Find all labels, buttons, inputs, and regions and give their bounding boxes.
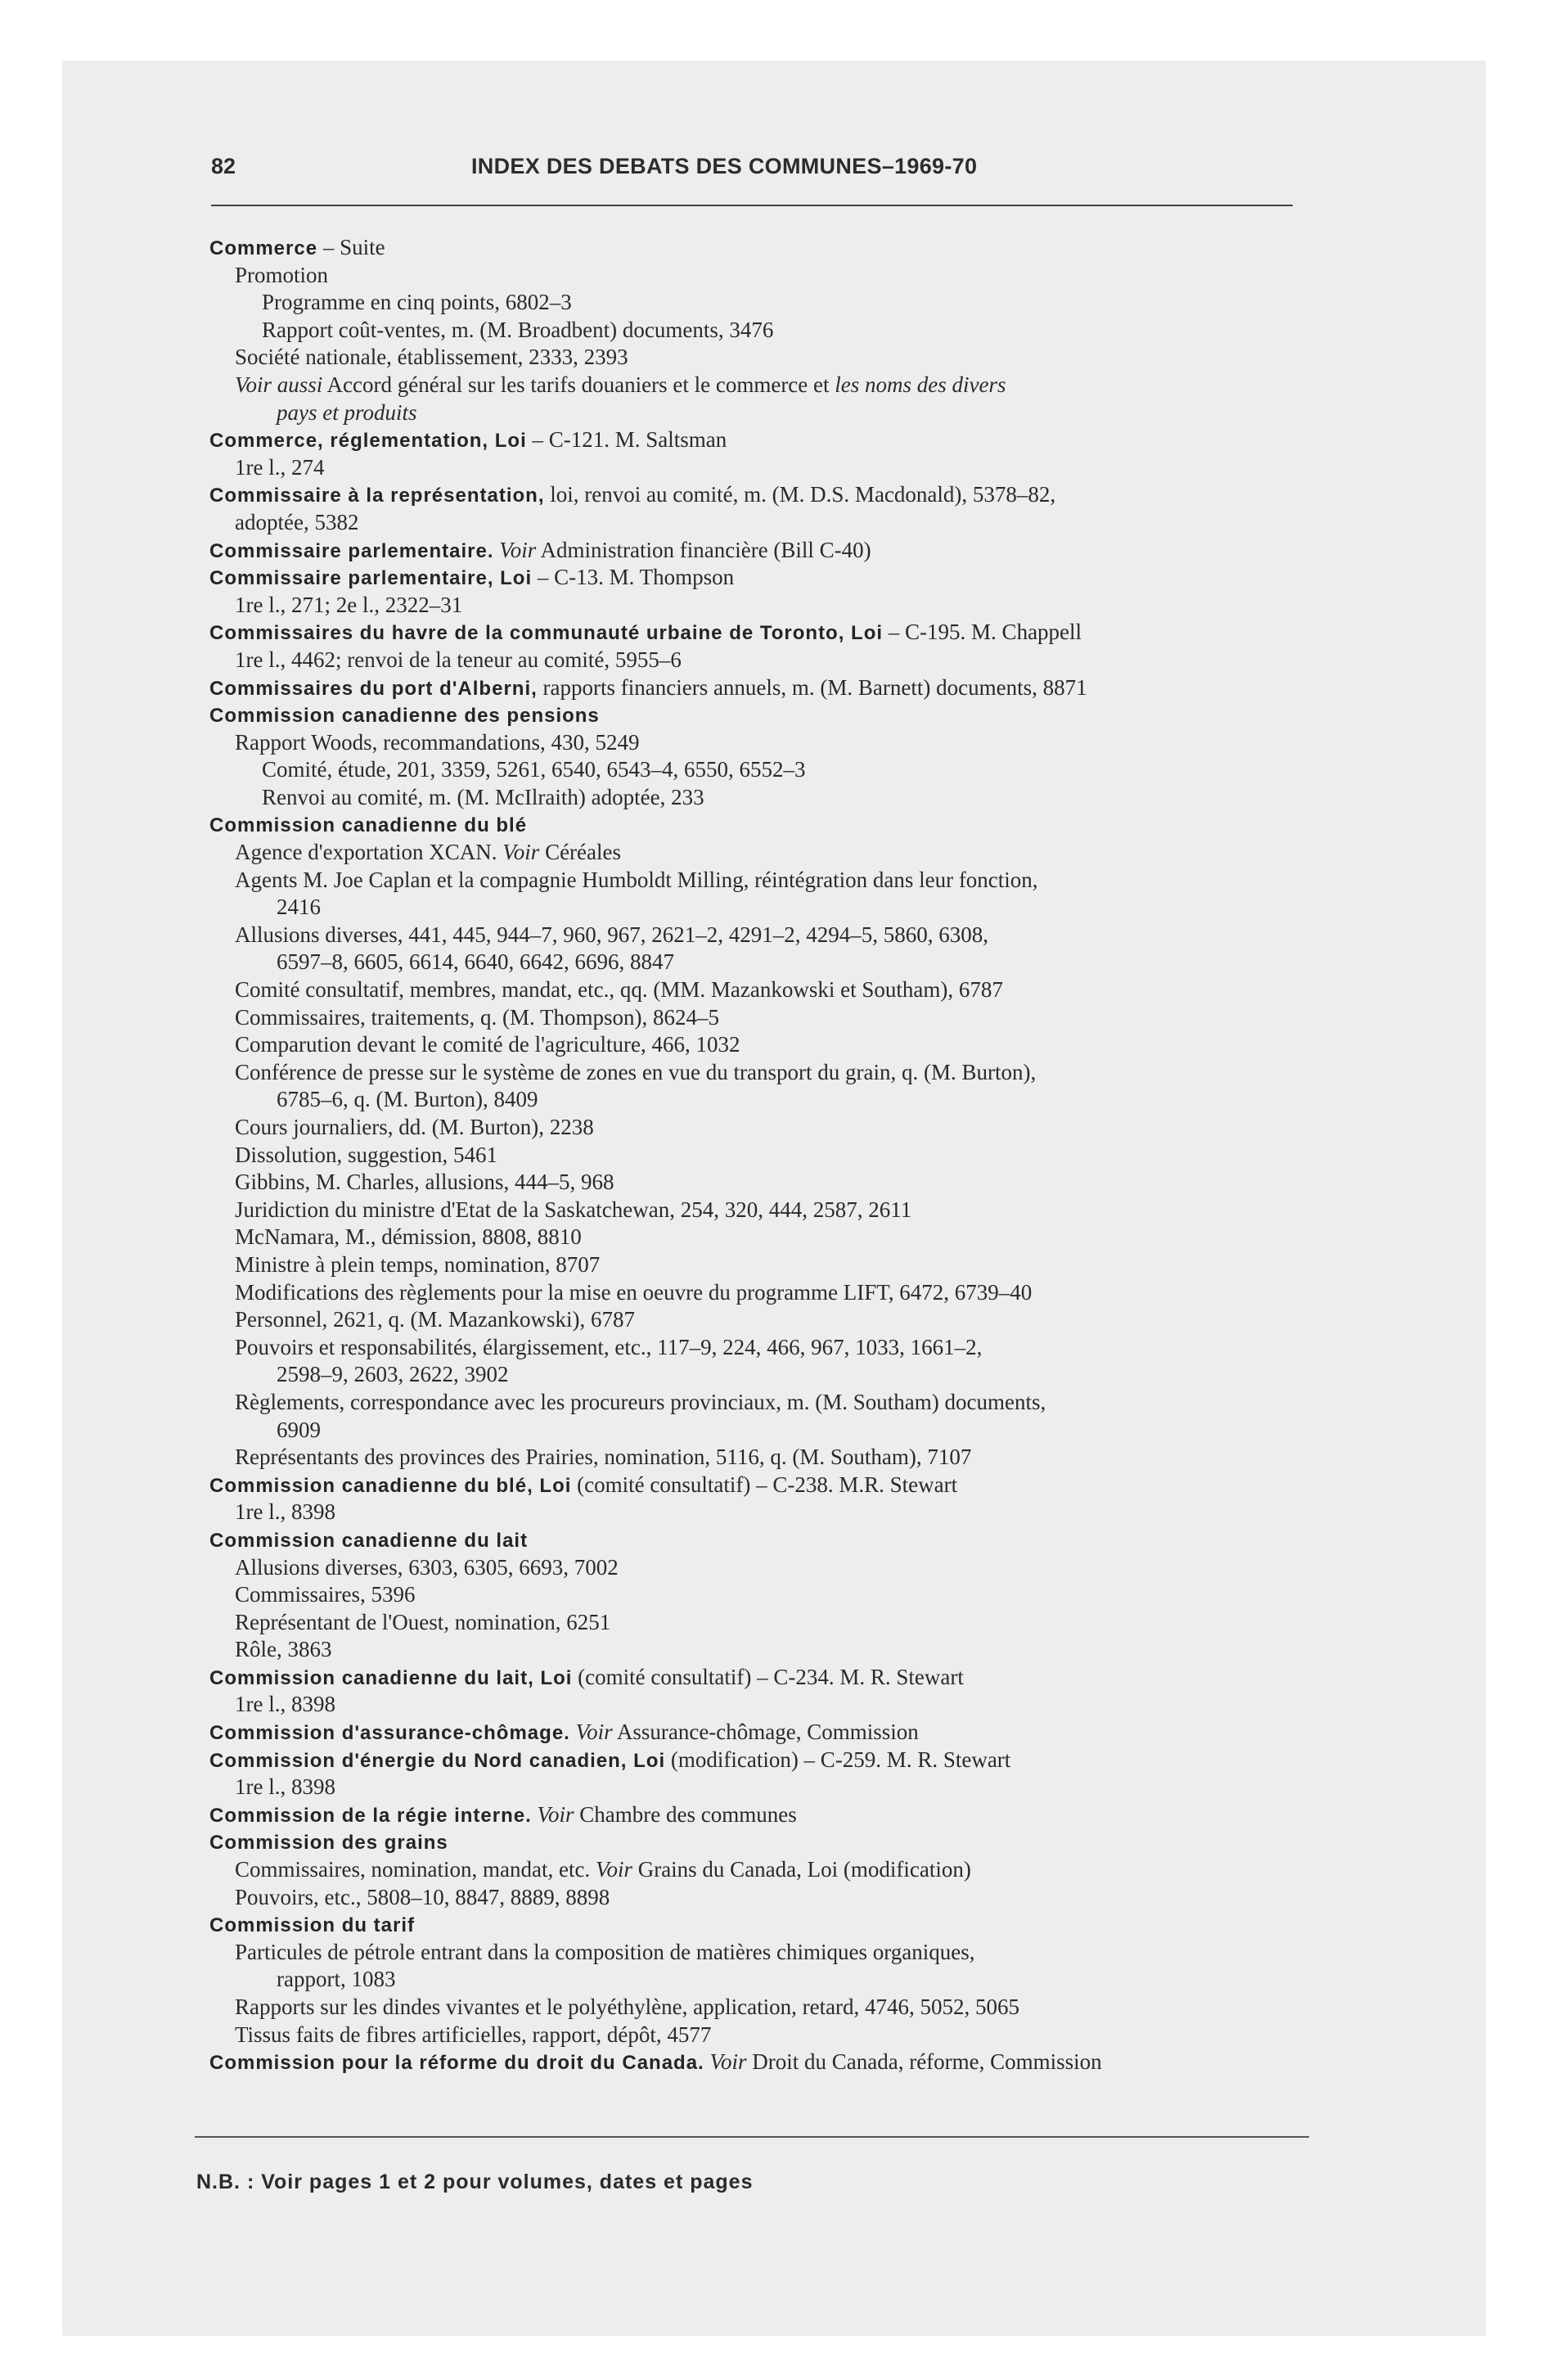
see-reference: Voir (595, 1857, 632, 1882)
entry-text: Commissaires, 5396 (235, 1582, 416, 1607)
entry-text: Rapport Woods, recommandations, 430, 5249 (235, 729, 640, 755)
entry-text: Pouvoirs, etc., 5808–10, 8847, 8889, 8898 (235, 1884, 610, 1909)
index-subentry (200, 262, 1345, 290)
entry-keyword: Commissaire parlementaire, Loi (209, 567, 533, 590)
entry-text: Ministre à plein temps, nomination, 8707 (235, 1251, 601, 1277)
index-entry-heading (200, 701, 1345, 729)
entry-text: Dissolution, suggestion, 5461 (235, 1142, 498, 1167)
index-subentry (200, 317, 1345, 345)
entry-keyword: Commission du tarif (209, 1914, 416, 1937)
entry-text: 2598–9, 2603, 2622, 3902 (277, 1362, 509, 1387)
entry-text: 1re l., 274 (235, 454, 325, 480)
entry-keyword: Commission pour la réforme du droit du Canada. (209, 2052, 704, 2075)
index-subentry (200, 289, 1345, 317)
entry-text: 6597–8, 6605, 6614, 6640, 6642, 6696, 8847 (277, 949, 674, 975)
entry-text: Rapports sur les dindes vivantes et le polyéthylène, application, retard, 4746, 5052, 5065 (235, 1995, 1020, 2019)
index-subentry (200, 1251, 1345, 1279)
entry-text: 1re l., 8398 (235, 1692, 335, 1717)
index-subentry (200, 922, 1345, 949)
entry-text: Modifications des règlements pour la mise en oeuvre du programme LIFT, 6472, 6739–40 (235, 1279, 1033, 1305)
entry-text: loi, renvoi au comité, m. (M. D.S. Macdonald), 5378–82, (544, 482, 1056, 507)
index-subentry (200, 1691, 1345, 1719)
entry-keyword: Commission des grains (209, 1832, 448, 1855)
index-subentry (200, 1444, 1345, 1472)
entry-text: Commissaires, nomination, mandat, etc. (235, 1857, 596, 1882)
index-subentry (200, 839, 1345, 867)
index-entry-continuation (200, 1361, 1345, 1389)
entry-text: Personnel, 2621, q. (M. Mazankowski), 6787 (235, 1307, 635, 1332)
entry-text: (comité consultatif) – C-238. M.R. Stewart (571, 1472, 958, 1497)
see-reference: Voir (502, 840, 540, 865)
running-title: INDEX DES DEBATS DES COMMUNES–1969-70 (471, 154, 978, 178)
see-reference: Voir aussi (235, 372, 323, 397)
entry-text: Comité, étude, 201, 3359, 5261, 6540, 6543–4, 6550, 6552–3 (262, 757, 806, 782)
page-number: 82 (211, 154, 236, 178)
index-subentry (200, 509, 1345, 537)
index-subentry (200, 1059, 1345, 1087)
entry-keyword: Commissaire à la représentation, (209, 485, 545, 507)
entry-text: Rapport coût-ventes, m. (M. Broadbent) documents, 3476 (262, 317, 774, 342)
footnote: N.B. : Voir pages 1 et 2 pour volumes, dates et pages (196, 2170, 754, 2193)
index-subentry (200, 1142, 1345, 1170)
index-subentry (200, 1306, 1345, 1334)
index-subentry (200, 976, 1345, 1004)
index-entry-heading (200, 1911, 1345, 1939)
index-subentry (200, 1554, 1345, 1582)
index-subentry (200, 1389, 1345, 1417)
entry-text: pays et produits (277, 399, 417, 425)
entry-keyword: Commission canadienne du blé (209, 814, 528, 837)
index-entry-heading (200, 1664, 1345, 1692)
index-subentry (200, 1499, 1345, 1526)
see-reference: Voir (493, 537, 537, 562)
entry-text: Comité consultatif, membres, mandat, etc., qq. (MM. Mazankowski et Southam), 6787 (235, 977, 1003, 1003)
entry-text: Assurance-chômage, Commission (612, 1720, 919, 1745)
entry-text: – Suite (317, 235, 385, 259)
index-subentry (200, 1884, 1345, 1912)
index-subentry (200, 729, 1345, 757)
index-subentry (200, 756, 1345, 784)
index-entry-continuation (200, 1966, 1345, 1994)
entry-text: Juridiction du ministre d'Etat de la Saskatchewan, 254, 320, 444, 2587, 2611 (235, 1197, 912, 1222)
index-subentry (200, 1004, 1345, 1032)
index-subentry (200, 1334, 1345, 1362)
index-subentry (200, 1169, 1345, 1197)
index-subentry (200, 372, 1345, 399)
see-reference: Voir (704, 2049, 747, 2075)
entry-keyword: Commissaire parlementaire. (209, 539, 494, 562)
entry-text: Tissus faits de fibres artificielles, rapport, dépôt, 4577 (235, 2022, 712, 2047)
entry-text: Droit du Canada, réforme, Commission (746, 2049, 1102, 2075)
index-subentry (200, 1197, 1345, 1224)
entry-text: (comité consultatif) – C-234. M. R. Stewart (572, 1664, 964, 1689)
entry-text: – C-13. M. Thompson (532, 565, 735, 590)
index-entry-heading (200, 811, 1345, 839)
entry-text: Commissaires, traitements, q. (M. Thompson), 8624–5 (235, 1004, 719, 1030)
index-entry-continuation (200, 399, 1345, 427)
index-subentry (200, 1939, 1345, 1967)
page-header (211, 154, 1293, 190)
index-subentry (200, 344, 1345, 372)
entry-text: 1re l., 271; 2e l., 2322–31 (235, 592, 463, 617)
entry-text: adoptée, 5382 (235, 509, 359, 534)
index-subentry (200, 1114, 1345, 1142)
entry-keyword: Commission canadienne du blé, Loi (209, 1474, 572, 1497)
entry-text: 1re l., 8398 (235, 1774, 335, 1800)
entry-text: Particules de pétrole entrant dans la composition de matières chimiques organiques, (235, 1939, 975, 1964)
index-entry-continuation (200, 1086, 1345, 1114)
index-subentry (200, 647, 1345, 674)
entry-text: Administration financière (Bill C-40) (536, 537, 871, 562)
entry-text: Pouvoirs et responsabilités, élargissement, etc., 117–9, 224, 466, 967, 1033, 1661–2, (235, 1334, 983, 1359)
index-subentry (200, 867, 1345, 895)
header-rule (211, 205, 1293, 206)
index-subentry (200, 1856, 1345, 1884)
footer-rule (195, 2136, 1309, 2138)
index-entry-heading (200, 426, 1345, 454)
entry-text: Gibbins, M. Charles, allusions, 444–5, 968 (235, 1170, 614, 1195)
entry-text: Représentant de l'Ouest, nomination, 6251 (235, 1609, 611, 1634)
index-subentry (200, 1609, 1345, 1637)
entry-text: 1re l., 8398 (235, 1499, 335, 1525)
index-entries (200, 234, 1345, 2076)
index-entry-heading (200, 674, 1345, 702)
entry-keyword: Commissaires du port d'Alberni, (209, 677, 538, 700)
entry-text: – C-195. M. Chappell (883, 620, 1082, 645)
index-subentry (200, 2022, 1345, 2049)
entry-text: Comparution devant le comité de l'agriculture, 466, 1032 (235, 1032, 740, 1057)
entry-text: rapports financiers annuels, m. (M. Barnett) documents, 8871 (537, 674, 1087, 700)
entry-text: 6785–6, q. (M. Burton), 8409 (277, 1087, 538, 1112)
entry-text-italic: les noms des divers (835, 372, 1006, 397)
entry-text: Agents M. Joe Caplan et la compagnie Humboldt Milling, réintégration dans leur fonction, (235, 867, 1038, 892)
entry-keyword: Commission canadienne des pensions (209, 705, 600, 728)
index-entry-heading (200, 2049, 1345, 2076)
index-entry-heading (200, 1526, 1345, 1554)
index-subentry (200, 454, 1345, 482)
entry-text: Société nationale, établissement, 2333, 2393 (235, 345, 628, 370)
index-subentry (200, 1636, 1345, 1664)
entry-keyword: Commission d'énergie du Nord canadien, Loi (209, 1749, 666, 1772)
entry-keyword: Commission canadienne du lait (209, 1529, 529, 1552)
index-subentry (200, 784, 1345, 812)
entry-text: 1re l., 4462; renvoi de la teneur au comité, 5955–6 (235, 647, 682, 672)
index-entry-heading (200, 564, 1345, 592)
entry-keyword: Commission canadienne du lait, Loi (209, 1666, 573, 1689)
entry-text: Représentants des provinces des Prairies, nomination, 5116, q. (M. Southam), 7107 (235, 1445, 972, 1470)
entry-keyword: Commission de la régie interne. (209, 1804, 532, 1827)
entry-text: Accord général sur les tarifs douaniers et le commerce et (322, 372, 835, 397)
entry-text: Conférence de presse sur le système de zones en vue du transport du grain, q. (M. Burton), (235, 1059, 1037, 1084)
entry-text: Règlements, correspondance avec les procureurs provinciaux, m. (M. Southam) documents, (235, 1389, 1046, 1414)
entry-text: rapport, 1083 (277, 1967, 396, 1992)
index-entry-heading (200, 537, 1345, 565)
index-subentry (200, 1774, 1345, 1801)
entry-text: Cours journaliers, dd. (M. Burton), 2238 (235, 1115, 594, 1139)
index-entry-continuation (200, 1417, 1345, 1445)
entry-text: Programme en cinq points, 6802–3 (262, 290, 572, 315)
index-entry-continuation (200, 949, 1345, 976)
index-entry-continuation (200, 894, 1345, 922)
index-subentry (200, 1224, 1345, 1251)
entry-keyword: Commissaires du havre de la communauté urbaine de Toronto, Loi (209, 622, 884, 645)
entry-keyword: Commerce (209, 237, 318, 259)
index-entry-heading (200, 1828, 1345, 1856)
entry-text: Allusions diverses, 441, 445, 944–7, 960, 967, 2621–2, 4291–2, 4294–5, 5860, 6308, (235, 922, 988, 947)
index-entry-heading (200, 234, 1345, 262)
entry-text: 6909 (277, 1417, 321, 1442)
entry-text: Allusions diverses, 6303, 6305, 6693, 7002 (235, 1554, 619, 1580)
index-entry-heading (200, 1719, 1345, 1747)
entry-text: (modification) – C-259. M. R. Stewart (665, 1747, 1011, 1772)
index-subentry (200, 592, 1345, 620)
entry-text-tail: Grains du Canada, Loi (modification) (632, 1857, 971, 1882)
entry-text-tail: Céréales (539, 840, 622, 865)
index-subentry (200, 1994, 1345, 2022)
index-subentry (200, 1581, 1345, 1609)
entry-text: Rôle, 3863 (235, 1637, 332, 1662)
entry-text: Agence d'exportation XCAN. (235, 840, 503, 865)
entry-text: McNamara, M., démission, 8808, 8810 (235, 1224, 582, 1250)
index-subentry (200, 1279, 1345, 1307)
index-entry-heading (200, 1747, 1345, 1774)
index-subentry (200, 1031, 1345, 1059)
entry-text: – C-121. M. Saltsman (526, 427, 727, 453)
entry-text: Chambre des communes (574, 1801, 797, 1827)
entry-keyword: Commerce, réglementation, Loi (209, 430, 527, 453)
see-reference: Voir (569, 1720, 613, 1745)
index-entry-heading (200, 481, 1345, 509)
entry-text: Promotion (235, 262, 329, 287)
entry-text: 2416 (277, 895, 321, 920)
index-entry-heading (200, 619, 1345, 647)
entry-text: Renvoi au comité, m. (M. McIlraith) adoptée, 233 (262, 784, 704, 809)
index-entry-heading (200, 1472, 1345, 1499)
see-reference: Voir (531, 1801, 574, 1827)
entry-keyword: Commission d'assurance-chômage. (209, 1722, 570, 1745)
index-entry-heading (200, 1801, 1345, 1829)
